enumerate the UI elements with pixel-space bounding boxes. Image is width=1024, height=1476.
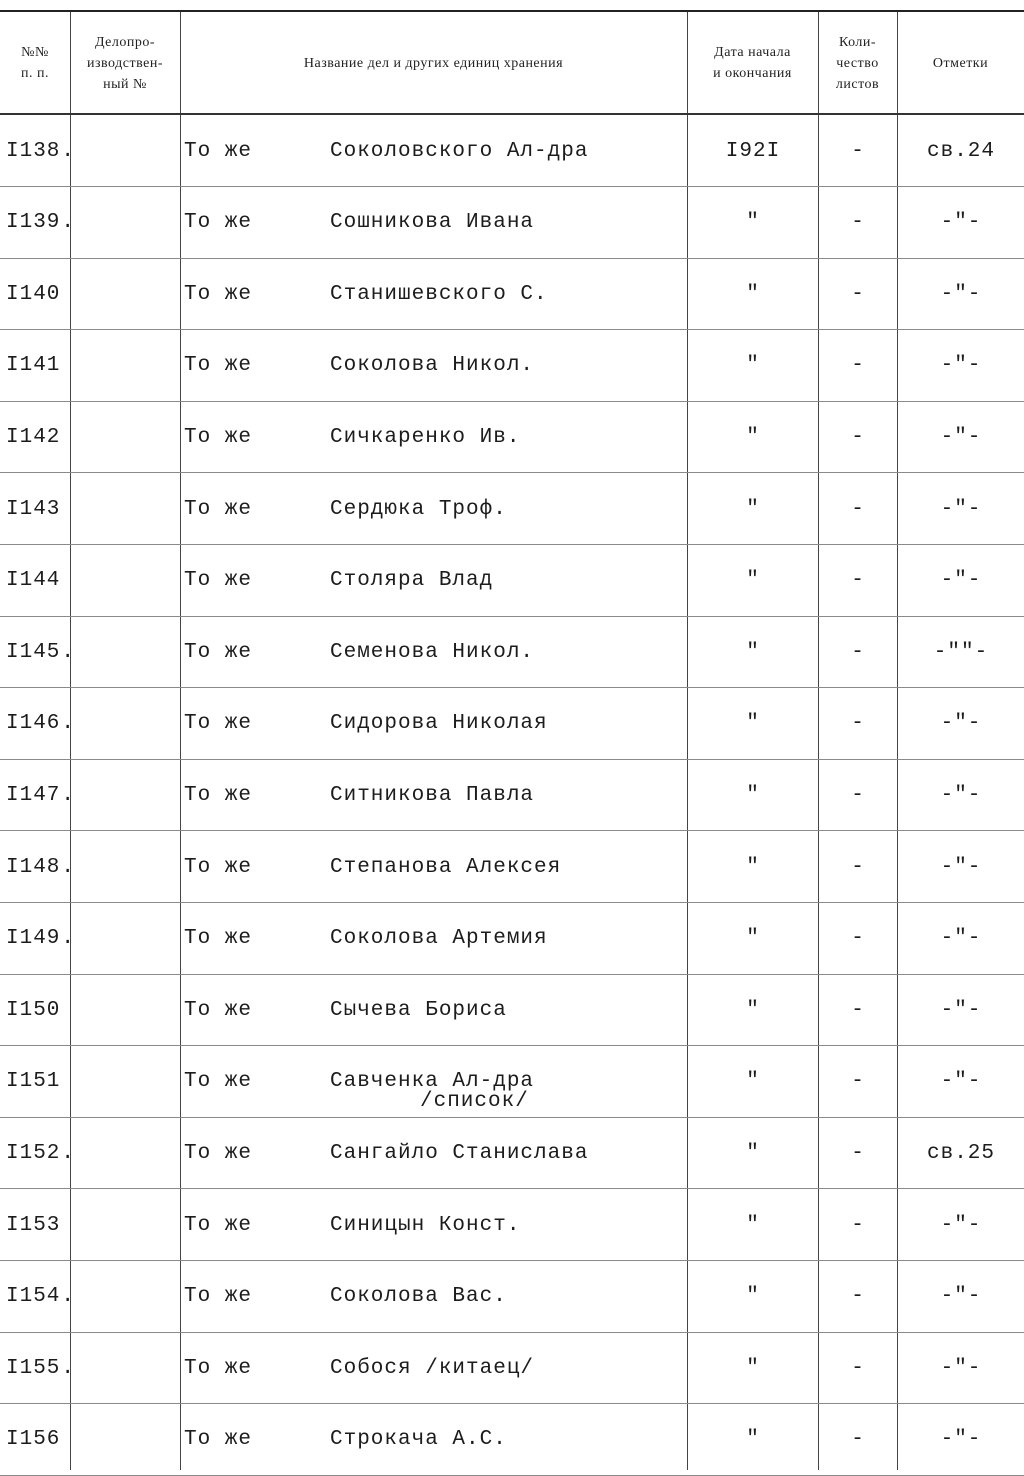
row-number-text: I148: [6, 855, 61, 879]
header-num-label: №№ п. п.: [21, 45, 49, 81]
date-range-text: ": [746, 1213, 760, 1237]
row-number: [6, 1261, 76, 1333]
same-label-text: То же: [184, 1141, 253, 1165]
row-mark: [898, 1332, 1024, 1404]
case-title-text: Столяра Влад: [330, 569, 494, 593]
same-label-text: То же: [184, 640, 253, 664]
sheet-count: [818, 688, 898, 760]
sheet-count: [818, 1261, 898, 1333]
case-title: [330, 1261, 686, 1333]
sheet-count: [818, 759, 898, 831]
row-number: [6, 1117, 76, 1189]
same-label: [184, 688, 324, 760]
row-number-text: I144: [6, 569, 61, 593]
case-title-text: Станишевского С.: [330, 282, 548, 306]
sheet-count-text: -: [851, 354, 865, 378]
same-label: [184, 903, 324, 975]
same-label: [184, 258, 324, 330]
table-row: [0, 616, 1024, 688]
same-label: [184, 473, 324, 545]
row-mark: [898, 903, 1024, 975]
case-title-text: Соколовского Ал-дра: [330, 139, 589, 163]
same-label: [184, 330, 324, 402]
case-title-text: Сангайло Станислава: [330, 1141, 589, 1165]
header-title-label: Название дел и других единиц хранения: [303, 55, 564, 71]
row-mark-text: -"-: [940, 1213, 982, 1237]
same-label-text: То же: [184, 425, 253, 449]
row-mark-text: -"-: [940, 282, 982, 306]
date-range: [688, 258, 818, 330]
row-mark: [898, 115, 1024, 187]
date-range: [688, 759, 818, 831]
sheet-count-text: -: [851, 927, 865, 951]
date-range-text: ": [746, 425, 760, 449]
sheet-count: [818, 258, 898, 330]
sheet-count-text: -: [851, 1141, 865, 1165]
row-mark: [898, 1261, 1024, 1333]
row-number-dot: .: [61, 783, 76, 807]
date-range-text: ": [746, 497, 760, 521]
header-marks-label: Отметки: [932, 55, 989, 71]
row-number-dot: .: [61, 855, 76, 879]
row-mark: [898, 831, 1024, 903]
row-number-text: I143: [6, 497, 61, 521]
date-range: [688, 1404, 818, 1476]
sheet-count: [818, 616, 898, 688]
row-number: [6, 759, 76, 831]
date-range: [688, 115, 818, 187]
table-row: [0, 1332, 1024, 1404]
sheet-count-text: -: [851, 1356, 865, 1380]
date-range-text: ": [746, 998, 760, 1022]
sheet-count: [818, 974, 898, 1046]
date-range-text: ": [746, 712, 760, 736]
sheet-count: [818, 473, 898, 545]
same-label-text: То же: [184, 1356, 253, 1380]
row-number-text: I141: [6, 354, 61, 378]
same-label: [184, 401, 324, 473]
sheet-count-text: -: [851, 783, 865, 807]
date-range: [688, 473, 818, 545]
header-case-label: Делопро- изводствен- ный №: [87, 34, 163, 92]
same-label: [184, 187, 324, 259]
row-mark-text: -"-: [940, 998, 982, 1022]
row-number: [6, 187, 76, 259]
sheet-count-text: -: [851, 569, 865, 593]
case-title: [330, 473, 686, 545]
same-label-text: То же: [184, 783, 253, 807]
row-number-text: I139: [6, 211, 61, 235]
date-range: [688, 1046, 818, 1118]
table-row: [0, 688, 1024, 760]
row-note: /список/: [420, 1090, 529, 1113]
date-range: [688, 831, 818, 903]
same-label: [184, 831, 324, 903]
row-number: [6, 903, 76, 975]
sheet-count-text: -: [851, 211, 865, 235]
table-row: [0, 1117, 1024, 1189]
row-mark: [898, 974, 1024, 1046]
row-mark: [898, 187, 1024, 259]
sheet-count: [818, 187, 898, 259]
row-number-text: I154: [6, 1285, 61, 1309]
case-title-text: Сердюка Троф.: [330, 497, 507, 521]
row-mark: [898, 545, 1024, 617]
same-label-text: То же: [184, 354, 253, 378]
table-row: [0, 903, 1024, 975]
sheet-count: [818, 1404, 898, 1476]
same-label-text: То же: [184, 139, 253, 163]
row-mark-text: -"-: [940, 1428, 982, 1452]
row-number-text: I147: [6, 783, 61, 807]
sheet-count-text: -: [851, 640, 865, 664]
case-title: [330, 616, 686, 688]
row-number: [6, 545, 72, 617]
case-title: [330, 1332, 686, 1404]
row-mark: [898, 473, 1024, 545]
date-range: [688, 1189, 818, 1261]
same-label-text: То же: [184, 211, 253, 235]
row-number: [6, 258, 72, 330]
case-title: [330, 1189, 686, 1261]
sheet-count-text: -: [851, 998, 865, 1022]
row-number-dot: .: [61, 1285, 76, 1309]
sheet-count-text: -: [851, 1213, 865, 1237]
date-range: [688, 1117, 818, 1189]
same-label-text: То же: [184, 927, 253, 951]
sheet-count: [818, 115, 898, 187]
case-title: [330, 401, 686, 473]
row-number-dot: .: [61, 712, 76, 736]
sheet-count-text: -: [851, 1070, 865, 1094]
row-mark: [898, 330, 1024, 402]
top-border: [0, 10, 1024, 12]
row-number-text: I140: [6, 282, 61, 306]
row-mark: [898, 1404, 1024, 1476]
case-title: [330, 688, 686, 760]
row-number-text: I152: [6, 1141, 61, 1165]
date-range: [688, 974, 818, 1046]
row-number-text: I151: [6, 1070, 61, 1094]
row-mark-text: -"-: [940, 425, 982, 449]
case-title: [330, 1117, 686, 1189]
date-range-text: ": [746, 1428, 760, 1452]
row-number-text: I142: [6, 425, 61, 449]
row-mark: [898, 1189, 1024, 1261]
row-number: [6, 473, 72, 545]
row-number-dot: .: [61, 1356, 76, 1380]
row-number: [6, 401, 72, 473]
date-range-text: ": [746, 927, 760, 951]
row-mark-text: -"-: [940, 211, 982, 235]
table-row: [0, 330, 1024, 402]
sheet-count: [818, 1117, 898, 1189]
sheet-count: [818, 1189, 898, 1261]
same-label-text: То же: [184, 1285, 253, 1309]
sheet-count-text: -: [851, 282, 865, 306]
row-mark-text: -"-: [940, 354, 982, 378]
row-number-dot: .: [61, 1141, 76, 1165]
row-number-text: I150: [6, 998, 61, 1022]
row-number-dot: .: [61, 640, 76, 664]
date-range-text: ": [746, 1070, 760, 1094]
table-row: [0, 974, 1024, 1046]
same-label: [184, 1117, 324, 1189]
case-title-text: Соколова Никол.: [330, 354, 535, 378]
same-label: [184, 974, 324, 1046]
row-number-text: I146: [6, 712, 61, 736]
row-number: [6, 688, 76, 760]
case-title: [330, 115, 686, 187]
sheet-count-text: -: [851, 497, 865, 521]
sheet-count: [818, 1332, 898, 1404]
row-number-text: I156: [6, 1428, 61, 1452]
row-number: [6, 1046, 72, 1118]
row-mark-text: -"-: [940, 712, 982, 736]
date-range: [688, 903, 818, 975]
header-count-label: Коли- чество листов: [835, 34, 880, 92]
same-label: [184, 115, 324, 187]
header-marks: [897, 14, 1024, 112]
same-label-text: То же: [184, 712, 253, 736]
case-title: [330, 187, 686, 259]
same-label: [184, 1046, 324, 1118]
same-label-text: То же: [184, 855, 253, 879]
table-row: [0, 1404, 1024, 1476]
table-row: [0, 831, 1024, 903]
case-title: [330, 759, 686, 831]
case-title-text: Соколова Вас.: [330, 1285, 507, 1309]
row-number: [6, 1332, 76, 1404]
case-title: [330, 831, 686, 903]
case-title-text: Строкача А.С.: [330, 1428, 507, 1452]
date-range-text: ": [746, 211, 760, 235]
same-label-text: То же: [184, 1213, 253, 1237]
case-title-text: Синицын Конст.: [330, 1213, 521, 1237]
row-number: [6, 1189, 72, 1261]
table-row: [0, 401, 1024, 473]
sheet-count: [818, 545, 898, 617]
date-range-text: ": [746, 354, 760, 378]
row-mark-text: -"-: [940, 1285, 982, 1309]
case-title-text: Сичкаренко Ив.: [330, 425, 521, 449]
header-count: [818, 14, 897, 112]
header-date: [687, 14, 818, 112]
row-number: [6, 616, 76, 688]
same-label: [184, 616, 324, 688]
table-row: [0, 1261, 1024, 1333]
sheet-count-text: -: [851, 139, 865, 163]
case-title: [330, 974, 686, 1046]
case-title-text: Собося /китаец/: [330, 1356, 535, 1380]
same-label: [184, 1332, 324, 1404]
date-range: [688, 330, 818, 402]
row-mark: [898, 688, 1024, 760]
row-mark-text: -"-: [940, 855, 982, 879]
case-title: [330, 545, 686, 617]
table-row: [0, 759, 1024, 831]
date-range: [688, 1332, 818, 1404]
row-mark: [898, 258, 1024, 330]
date-range-text: ": [746, 569, 760, 593]
row-number: [6, 1404, 72, 1476]
same-label: [184, 1189, 324, 1261]
same-label-text: То же: [184, 569, 253, 593]
row-mark-text: -""-: [933, 640, 989, 664]
table-row: [0, 473, 1024, 545]
table-row: [0, 187, 1024, 259]
table-row: [0, 545, 1024, 617]
sheet-count: [818, 903, 898, 975]
same-label: [184, 1404, 324, 1476]
row-number-dot: .: [61, 211, 76, 235]
sheet-count-text: -: [851, 855, 865, 879]
row-mark-text: св.25: [926, 1141, 995, 1165]
row-number-text: I145: [6, 640, 61, 664]
sheet-count: [818, 831, 898, 903]
case-title-text: Соколова Артемия: [330, 927, 548, 951]
row-mark-text: -"-: [940, 783, 982, 807]
sheet-count-text: -: [851, 712, 865, 736]
case-title-text: Ситникова Павла: [330, 783, 535, 807]
case-title: [330, 1404, 686, 1476]
case-title-text: Степанова Алексея: [330, 855, 562, 879]
same-label-text: То же: [184, 998, 253, 1022]
case-title-text: Семенова Никол.: [330, 640, 535, 664]
sheet-count: [818, 1046, 898, 1118]
sheet-count: [818, 330, 898, 402]
row-number-dot: .: [61, 927, 76, 951]
date-range: [688, 545, 818, 617]
case-title: [330, 903, 686, 975]
row-mark: [898, 401, 1024, 473]
table-row: [0, 1189, 1024, 1261]
date-range: [688, 688, 818, 760]
date-range-text: ": [746, 1356, 760, 1380]
table-row: [0, 115, 1024, 187]
row-number: [6, 831, 76, 903]
row-mark-text: -"-: [940, 1070, 982, 1094]
case-title-text: Сычева Бориса: [330, 998, 507, 1022]
date-range: [688, 401, 818, 473]
same-label: [184, 545, 324, 617]
date-range: [688, 616, 818, 688]
date-range-text: ": [746, 640, 760, 664]
sheet-count-text: -: [851, 425, 865, 449]
row-mark: [898, 759, 1024, 831]
case-title: [330, 330, 686, 402]
row-mark-text: -"-: [940, 927, 982, 951]
date-range-text: ": [746, 1285, 760, 1309]
row-number-dot: .: [61, 139, 76, 163]
case-title: [330, 258, 686, 330]
header-case: [70, 14, 180, 112]
same-label: [184, 759, 324, 831]
case-title-text: Сошникова Ивана: [330, 211, 535, 235]
row-mark: [898, 1117, 1024, 1189]
same-label-text: То же: [184, 1070, 253, 1094]
row-mark-text: св.24: [926, 139, 995, 163]
date-range-text: ": [746, 1141, 760, 1165]
header-date-label: Дата начала и окончания: [713, 45, 792, 81]
row-mark: [898, 616, 1024, 688]
case-title-text: Сидорова Николая: [330, 712, 548, 736]
row-number: [6, 974, 72, 1046]
header-num: [0, 14, 70, 112]
same-label-text: То же: [184, 1428, 253, 1452]
row-number-text: I138: [6, 139, 61, 163]
date-range-text: I92I: [725, 139, 781, 163]
sheet-count-text: -: [851, 1428, 865, 1452]
header-title: [180, 14, 687, 112]
row-number-text: I149: [6, 927, 61, 951]
same-label-text: То же: [184, 282, 253, 306]
date-range-text: ": [746, 282, 760, 306]
sheet-count: [818, 401, 898, 473]
row-mark: [898, 1046, 1024, 1118]
row-number-text: I155: [6, 1356, 61, 1380]
row-number-text: I153: [6, 1213, 61, 1237]
case-title-text: Савченка Ал-дра: [330, 1070, 535, 1094]
row-mark-text: -"-: [940, 1356, 982, 1380]
date-range-text: ": [746, 855, 760, 879]
row-mark-text: -"-: [940, 569, 982, 593]
table-row: [0, 258, 1024, 330]
date-range-text: ": [746, 783, 760, 807]
row-mark-text: -"-: [940, 497, 982, 521]
same-label: [184, 1261, 324, 1333]
date-range: [688, 187, 818, 259]
date-range: [688, 1261, 818, 1333]
sheet-count-text: -: [851, 1285, 865, 1309]
row-number: [6, 115, 76, 187]
row-number: [6, 330, 72, 402]
same-label-text: То же: [184, 497, 253, 521]
